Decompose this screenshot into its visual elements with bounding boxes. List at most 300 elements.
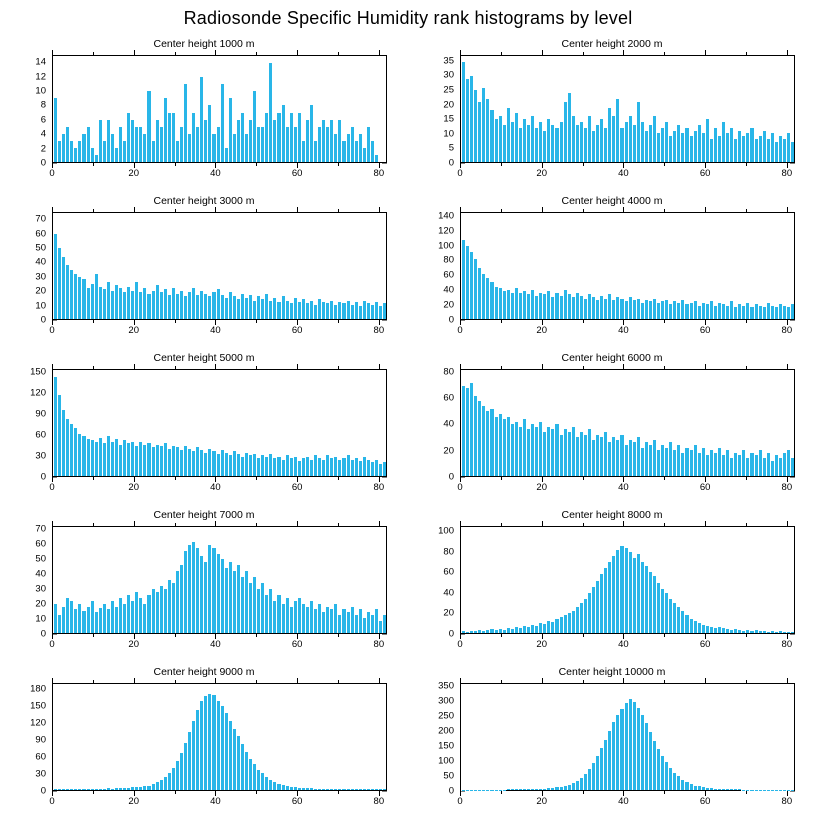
- x-tick-top: [746, 523, 747, 526]
- bar-series: [461, 684, 794, 790]
- y-tick-label: 90: [35, 408, 46, 420]
- y-tick-label: 20: [443, 444, 454, 456]
- x-tick: [338, 477, 339, 480]
- y-tick-label: 0: [40, 314, 46, 326]
- x-tick-label: 80: [781, 325, 793, 336]
- y-tick-label: 0: [40, 157, 46, 169]
- x-tick-top: [460, 678, 461, 683]
- x-tick-label: 40: [618, 796, 629, 807]
- x-tick-top: [93, 523, 94, 526]
- x-tick-label: 80: [373, 796, 385, 807]
- chart-panel: [0, 195, 408, 352]
- y-tick-label: 80: [443, 545, 454, 557]
- x-tick-top: [623, 521, 624, 526]
- y-tick-label: 70: [35, 213, 46, 225]
- x-tick: [583, 163, 584, 166]
- x-tick-top: [338, 366, 339, 369]
- x-tick: [501, 163, 502, 166]
- y-axis: [408, 365, 456, 483]
- x-tick-label: 20: [536, 325, 547, 336]
- x-tick-top: [256, 366, 257, 369]
- x-tick-label: 20: [128, 168, 139, 179]
- y-tick-label: 100: [438, 239, 454, 251]
- bar: [790, 632, 794, 633]
- x-axis: [49, 163, 387, 179]
- y-tick-label: 200: [438, 725, 454, 737]
- bar: [382, 615, 386, 633]
- bar-series: [53, 370, 386, 476]
- y-tick-label: 120: [30, 717, 46, 729]
- x-tick-top: [256, 680, 257, 683]
- x-tick: [256, 320, 257, 323]
- x-axis: [49, 791, 387, 807]
- panel-title: Center height 9000 m: [153, 666, 255, 678]
- x-tick-top: [460, 364, 461, 369]
- x-tick-label: 0: [457, 168, 463, 179]
- x-tick-top: [746, 680, 747, 683]
- y-tick-label: 20: [35, 285, 46, 297]
- y-axis: [0, 523, 48, 640]
- x-tick: [175, 163, 176, 166]
- x-tick: [93, 477, 94, 480]
- y-tick-label: 14: [35, 56, 46, 68]
- y-tick-label: 0: [40, 628, 46, 640]
- y-tick-label: 0: [40, 471, 46, 483]
- x-tick-top: [338, 680, 339, 683]
- y-tick-label: 60: [443, 566, 454, 578]
- y-tick-label: 70: [35, 523, 46, 535]
- x-tick: [501, 634, 502, 637]
- x-tick-top: [175, 209, 176, 212]
- chart-panel: [408, 509, 816, 666]
- x-tick-top: [52, 364, 53, 369]
- x-tick-top: [134, 521, 135, 526]
- x-tick-top: [501, 366, 502, 369]
- y-tick-label: 0: [448, 314, 454, 326]
- x-axis: [49, 634, 387, 650]
- x-tick: [583, 791, 584, 794]
- x-tick-top: [338, 209, 339, 212]
- plot-area: [52, 683, 387, 791]
- x-tick-label: 60: [291, 796, 303, 807]
- x-tick-top: [93, 366, 94, 369]
- y-tick-label: 120: [438, 224, 454, 236]
- x-tick: [93, 320, 94, 323]
- x-tick-label: 80: [781, 168, 793, 179]
- x-tick-top: [787, 521, 788, 526]
- y-tick-label: 40: [443, 284, 454, 296]
- x-tick-top: [379, 50, 380, 55]
- x-tick-label: 0: [457, 325, 463, 336]
- x-tick: [583, 477, 584, 480]
- x-tick-top: [664, 680, 665, 683]
- y-tick-label: 50: [35, 553, 46, 565]
- x-tick-top: [705, 50, 706, 55]
- x-tick-top: [297, 678, 298, 683]
- x-tick-top: [787, 678, 788, 683]
- y-tick-label: 180: [30, 682, 46, 694]
- x-tick-top: [93, 680, 94, 683]
- x-tick-label: 40: [618, 482, 629, 493]
- x-tick-top: [379, 678, 380, 683]
- x-tick-top: [664, 523, 665, 526]
- y-axis: [408, 209, 456, 326]
- x-axis: [457, 477, 795, 493]
- x-tick-label: 60: [291, 482, 303, 493]
- bar-series: [461, 213, 794, 319]
- x-tick-top: [501, 680, 502, 683]
- x-tick-top: [583, 209, 584, 212]
- x-axis: [457, 634, 795, 650]
- x-tick-label: 20: [128, 796, 139, 807]
- x-tick: [746, 634, 747, 637]
- plot-area: [52, 526, 387, 634]
- panel-title: Center height 4000 m: [561, 195, 663, 207]
- y-tick-label: 0: [40, 785, 46, 797]
- x-tick: [746, 477, 747, 480]
- y-tick-label: 40: [35, 568, 46, 580]
- x-tick-label: 80: [781, 796, 793, 807]
- x-tick-label: 60: [699, 482, 711, 493]
- x-tick-label: 40: [618, 639, 629, 650]
- bar-series: [53, 213, 386, 319]
- x-tick-top: [338, 52, 339, 55]
- x-tick-top: [542, 50, 543, 55]
- y-tick-label: 10: [35, 85, 46, 97]
- x-tick-top: [215, 50, 216, 55]
- x-tick-top: [175, 52, 176, 55]
- x-tick-top: [338, 523, 339, 526]
- x-tick-top: [134, 364, 135, 369]
- bar-series: [461, 56, 794, 162]
- x-tick-top: [705, 521, 706, 526]
- x-tick-label: 20: [128, 482, 139, 493]
- x-tick: [256, 477, 257, 480]
- x-tick: [664, 791, 665, 794]
- x-tick-label: 60: [699, 796, 711, 807]
- y-tick-label: 15: [443, 113, 454, 125]
- x-tick-top: [297, 364, 298, 369]
- x-tick-top: [379, 521, 380, 526]
- plot-area: [460, 212, 795, 320]
- x-tick-label: 60: [699, 168, 711, 179]
- x-tick-label: 0: [457, 796, 463, 807]
- y-tick-label: 150: [30, 366, 46, 378]
- x-tick-label: 0: [457, 639, 463, 650]
- x-tick-top: [379, 364, 380, 369]
- x-axis: [49, 477, 387, 493]
- y-tick-label: 25: [443, 84, 454, 96]
- x-axis: [457, 163, 795, 179]
- y-axis: [0, 212, 48, 326]
- y-tick-label: 100: [438, 525, 454, 537]
- page-title: Radiosonde Specific Humidity rank histograms by level: [183, 8, 633, 28]
- x-tick-top: [542, 207, 543, 212]
- x-tick-top: [746, 366, 747, 369]
- x-tick-top: [175, 366, 176, 369]
- x-tick: [93, 791, 94, 794]
- x-tick-top: [215, 207, 216, 212]
- x-tick-label: 40: [210, 482, 221, 493]
- x-tick-top: [297, 207, 298, 212]
- chart-panel: [0, 509, 408, 666]
- y-tick-label: 10: [35, 299, 46, 311]
- x-tick: [93, 163, 94, 166]
- x-tick-label: 80: [373, 168, 385, 179]
- y-axis: [0, 682, 48, 797]
- x-tick: [583, 634, 584, 637]
- y-tick-label: 80: [443, 254, 454, 266]
- x-tick-label: 40: [210, 168, 221, 179]
- x-tick: [256, 791, 257, 794]
- bar: [382, 789, 386, 790]
- x-tick-top: [746, 52, 747, 55]
- x-tick-label: 60: [291, 168, 303, 179]
- x-tick-label: 20: [536, 482, 547, 493]
- plot-area: [52, 369, 387, 477]
- x-tick-top: [787, 207, 788, 212]
- x-tick-top: [215, 678, 216, 683]
- y-tick-label: 30: [35, 768, 46, 780]
- y-tick-label: 40: [443, 587, 454, 599]
- y-tick-label: 8: [40, 99, 46, 111]
- x-tick: [664, 163, 665, 166]
- x-tick-top: [134, 207, 135, 212]
- bar: [382, 462, 386, 476]
- x-tick: [338, 163, 339, 166]
- x-tick-label: 40: [210, 639, 221, 650]
- x-tick-top: [501, 523, 502, 526]
- y-tick-label: 0: [448, 628, 454, 640]
- plot-area: [52, 55, 387, 163]
- bar: [382, 303, 386, 319]
- x-tick: [664, 634, 665, 637]
- x-tick-top: [623, 678, 624, 683]
- x-tick-label: 20: [128, 639, 139, 650]
- y-tick-label: 150: [30, 699, 46, 711]
- x-tick: [583, 320, 584, 323]
- x-tick-top: [256, 52, 257, 55]
- x-tick-label: 0: [49, 168, 55, 179]
- x-tick-top: [379, 207, 380, 212]
- x-tick-label: 80: [781, 482, 793, 493]
- x-tick-label: 60: [699, 325, 711, 336]
- chart-panel: [408, 666, 816, 823]
- x-tick-top: [52, 207, 53, 212]
- x-tick-top: [664, 209, 665, 212]
- y-axis: [408, 680, 456, 797]
- panel-title: Center height 10000 m: [558, 666, 666, 678]
- x-tick-label: 0: [49, 482, 55, 493]
- x-tick-top: [623, 50, 624, 55]
- y-tick-label: 40: [443, 418, 454, 430]
- x-tick-top: [501, 52, 502, 55]
- x-tick-top: [664, 52, 665, 55]
- x-tick-top: [256, 209, 257, 212]
- chart-panel: [0, 666, 408, 823]
- x-tick-label: 20: [536, 639, 547, 650]
- x-tick-label: 20: [128, 325, 139, 336]
- bar: [790, 142, 794, 162]
- x-tick-top: [583, 680, 584, 683]
- y-tick-label: 120: [30, 387, 46, 399]
- x-tick-label: 80: [373, 482, 385, 493]
- y-tick-label: 10: [35, 613, 46, 625]
- x-tick: [338, 320, 339, 323]
- x-tick: [256, 634, 257, 637]
- y-tick-label: 20: [443, 607, 454, 619]
- y-tick-label: 30: [35, 271, 46, 283]
- panel-title: Center height 8000 m: [561, 509, 663, 521]
- bar: [790, 304, 794, 319]
- panel-title: Center height 2000 m: [561, 38, 663, 50]
- x-tick-top: [501, 209, 502, 212]
- x-tick-label: 40: [618, 168, 629, 179]
- x-tick: [501, 791, 502, 794]
- plot-area: [460, 683, 795, 791]
- y-tick-label: 60: [35, 751, 46, 763]
- x-tick: [338, 791, 339, 794]
- panel-grid: [0, 38, 816, 824]
- y-axis: [408, 55, 456, 169]
- x-tick-top: [623, 364, 624, 369]
- x-tick-label: 40: [618, 325, 629, 336]
- x-tick-top: [460, 50, 461, 55]
- x-tick: [175, 320, 176, 323]
- panel-title: Center height 3000 m: [153, 195, 255, 207]
- x-tick: [664, 477, 665, 480]
- x-tick-label: 0: [457, 482, 463, 493]
- x-tick-label: 60: [291, 325, 303, 336]
- panel-title: Center height 1000 m: [153, 38, 255, 50]
- x-axis: [457, 791, 795, 807]
- x-tick: [338, 634, 339, 637]
- y-tick-label: 40: [35, 256, 46, 268]
- x-tick: [175, 791, 176, 794]
- bar-series: [461, 370, 794, 476]
- y-tick-label: 2: [40, 142, 46, 154]
- y-tick-label: 0: [448, 785, 454, 797]
- plot-area: [460, 55, 795, 163]
- bar-series: [461, 527, 794, 633]
- bar-series: [53, 527, 386, 633]
- x-tick-top: [542, 521, 543, 526]
- x-tick: [256, 163, 257, 166]
- x-tick-top: [705, 364, 706, 369]
- x-tick: [175, 634, 176, 637]
- y-axis: [408, 525, 456, 640]
- x-tick-top: [583, 52, 584, 55]
- plot-area: [460, 526, 795, 634]
- y-tick-label: 4: [40, 128, 46, 140]
- x-tick: [746, 163, 747, 166]
- x-tick-label: 20: [536, 168, 547, 179]
- y-tick-label: 100: [438, 755, 454, 767]
- x-tick-top: [134, 50, 135, 55]
- y-tick-label: 35: [443, 55, 454, 67]
- x-tick-top: [460, 207, 461, 212]
- x-tick-label: 0: [49, 796, 55, 807]
- y-tick-label: 12: [35, 70, 46, 82]
- chart-panel: [408, 195, 816, 352]
- y-tick-label: 80: [443, 365, 454, 377]
- y-tick-label: 90: [35, 734, 46, 746]
- chart-panel: [408, 38, 816, 195]
- x-tick-label: 40: [210, 796, 221, 807]
- y-tick-label: 30: [443, 69, 454, 81]
- y-axis: [0, 366, 48, 483]
- x-tick-top: [583, 523, 584, 526]
- x-tick-label: 40: [210, 325, 221, 336]
- x-tick-top: [215, 364, 216, 369]
- bar: [374, 155, 378, 162]
- panel-title: Center height 5000 m: [153, 352, 255, 364]
- y-tick-label: 50: [35, 242, 46, 254]
- plot-area: [460, 369, 795, 477]
- x-tick: [746, 320, 747, 323]
- x-tick-top: [297, 521, 298, 526]
- x-tick: [501, 477, 502, 480]
- x-tick-label: 0: [49, 325, 55, 336]
- y-axis: [0, 55, 48, 169]
- y-tick-label: 0: [448, 471, 454, 483]
- y-tick-label: 50: [443, 770, 454, 782]
- x-tick: [175, 477, 176, 480]
- x-tick-top: [175, 523, 176, 526]
- y-tick-label: 60: [443, 392, 454, 404]
- x-tick-top: [746, 209, 747, 212]
- x-tick-label: 80: [373, 639, 385, 650]
- x-tick-top: [256, 523, 257, 526]
- x-tick-label: 20: [536, 796, 547, 807]
- y-tick-label: 350: [438, 680, 454, 692]
- bar-series: [53, 56, 386, 162]
- plot-area: [52, 212, 387, 320]
- y-tick-label: 10: [443, 128, 454, 140]
- bar-series: [53, 684, 386, 790]
- x-tick-label: 80: [781, 639, 793, 650]
- x-tick-top: [542, 364, 543, 369]
- x-tick-top: [175, 680, 176, 683]
- x-axis: [49, 320, 387, 336]
- y-tick-label: 30: [35, 450, 46, 462]
- bar: [790, 458, 794, 476]
- x-tick-top: [623, 207, 624, 212]
- x-tick-label: 60: [699, 639, 711, 650]
- x-tick-top: [52, 521, 53, 526]
- x-tick-top: [542, 678, 543, 683]
- x-tick-top: [705, 207, 706, 212]
- panel-title: Center height 7000 m: [153, 509, 255, 521]
- x-tick: [664, 320, 665, 323]
- x-tick-label: 60: [291, 639, 303, 650]
- x-tick-label: 0: [49, 639, 55, 650]
- y-tick-label: 140: [438, 209, 454, 221]
- chart-panel: [408, 352, 816, 509]
- x-tick-label: 80: [373, 325, 385, 336]
- chart-panel: [0, 38, 408, 195]
- x-tick-top: [93, 52, 94, 55]
- x-tick-top: [583, 366, 584, 369]
- chart-panel: [0, 352, 408, 509]
- x-tick-top: [134, 678, 135, 683]
- y-tick-label: 60: [443, 269, 454, 281]
- x-tick-top: [215, 521, 216, 526]
- x-tick-top: [787, 50, 788, 55]
- y-tick-label: 150: [438, 740, 454, 752]
- panel-title: Center height 6000 m: [561, 352, 663, 364]
- y-tick-label: 20: [443, 98, 454, 110]
